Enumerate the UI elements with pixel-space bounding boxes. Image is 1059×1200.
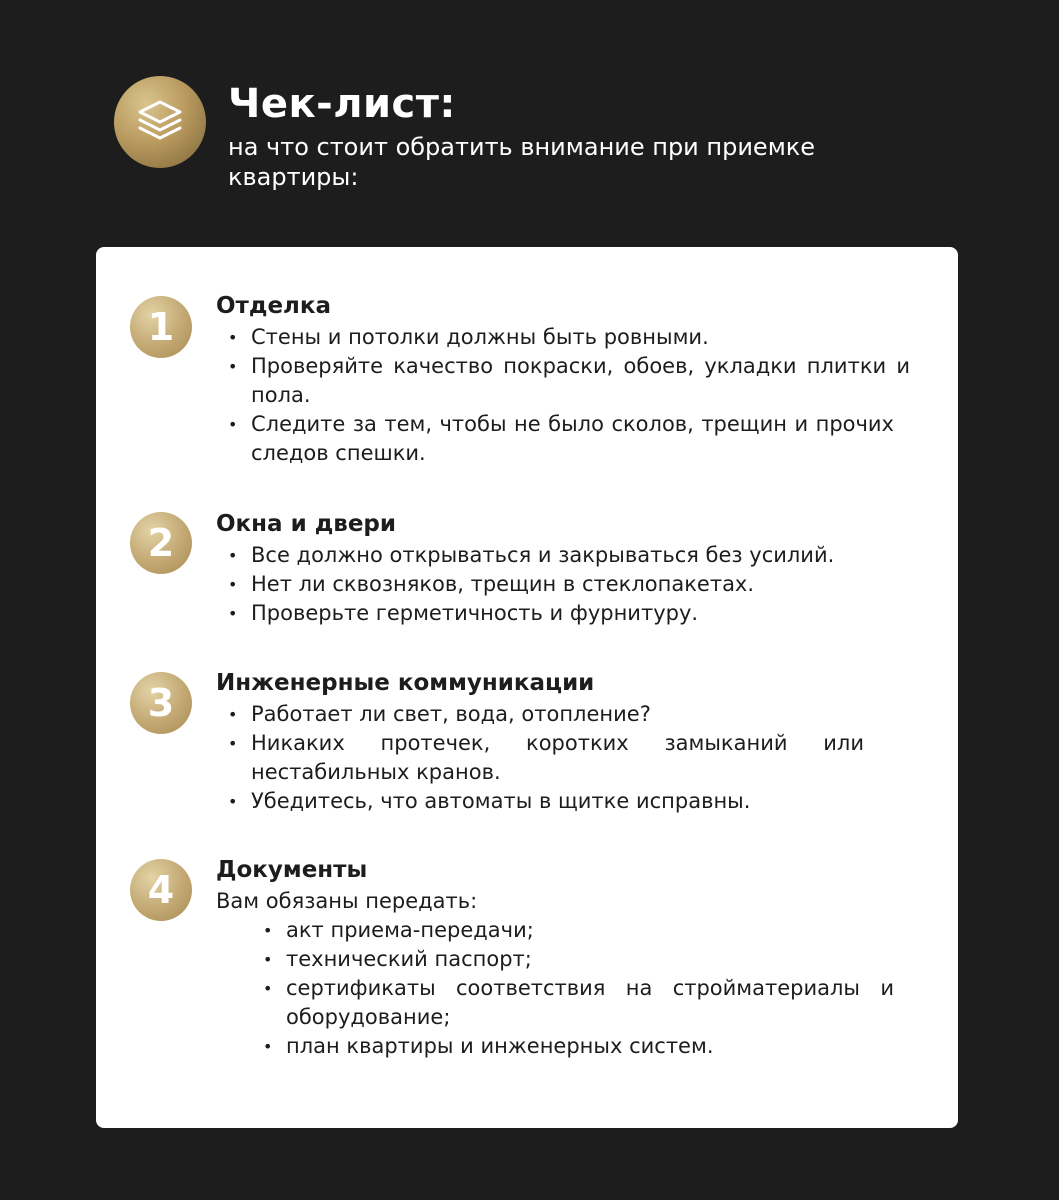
bullet-list [216, 541, 910, 628]
bullet-list [251, 916, 894, 1061]
layers-icon [136, 98, 184, 146]
section-intro: Вам обязаны передать: [216, 889, 478, 913]
list-item: • сертификаты соответствия на стройматериалы и оборудование; [251, 974, 894, 1032]
list-item: • Проверяйте качество покраски, обоев, укладки плитки и пола. [216, 352, 910, 410]
section-title: Отделка [216, 293, 332, 319]
section-number-badge: 3 [130, 672, 192, 734]
list-item: • Работает ли свет, вода, отопление? [216, 700, 910, 729]
list-item: • технический паспорт; [251, 945, 894, 974]
logo-badge [114, 76, 206, 168]
list-item: • Проверьте герметичность и фурнитуру. [216, 599, 910, 628]
list-item: • Стены и потолки должны быть ровными. [216, 323, 910, 352]
bullet-list [216, 700, 910, 816]
section-title: Инженерные коммуникации [216, 670, 595, 696]
list-item: • Следите за тем, чтобы не было сколов, трещин и прочих следов спешки. [216, 410, 910, 468]
list-item: • акт приема-передачи; [251, 916, 894, 945]
header [114, 76, 868, 192]
list-item: • Нет ли сквозняков, трещин в стеклопакетах. [216, 570, 910, 599]
list-item: • план квартиры и инженерных систем. [251, 1032, 894, 1061]
section-number-badge: 1 [130, 296, 192, 358]
bullet-list [216, 323, 910, 468]
list-item: • Все должно открываться и закрываться без усилий. [216, 541, 910, 570]
list-item: • Убедитесь, что автоматы в щитке исправны. [216, 787, 910, 816]
list-item: • Никаких протечек, коротких замыканий или нестабильных кранов. [216, 729, 910, 787]
section-title: Документы [216, 857, 368, 883]
section-number-badge: 4 [130, 859, 192, 921]
section-number-badge: 2 [130, 512, 192, 574]
section-title: Окна и двери [216, 511, 397, 537]
page-title: Чек-лист: [228, 81, 456, 127]
checklist-card [96, 247, 958, 1128]
page-subtitle: на что стоит обратить внимание при приемке квартиры: [228, 133, 816, 191]
